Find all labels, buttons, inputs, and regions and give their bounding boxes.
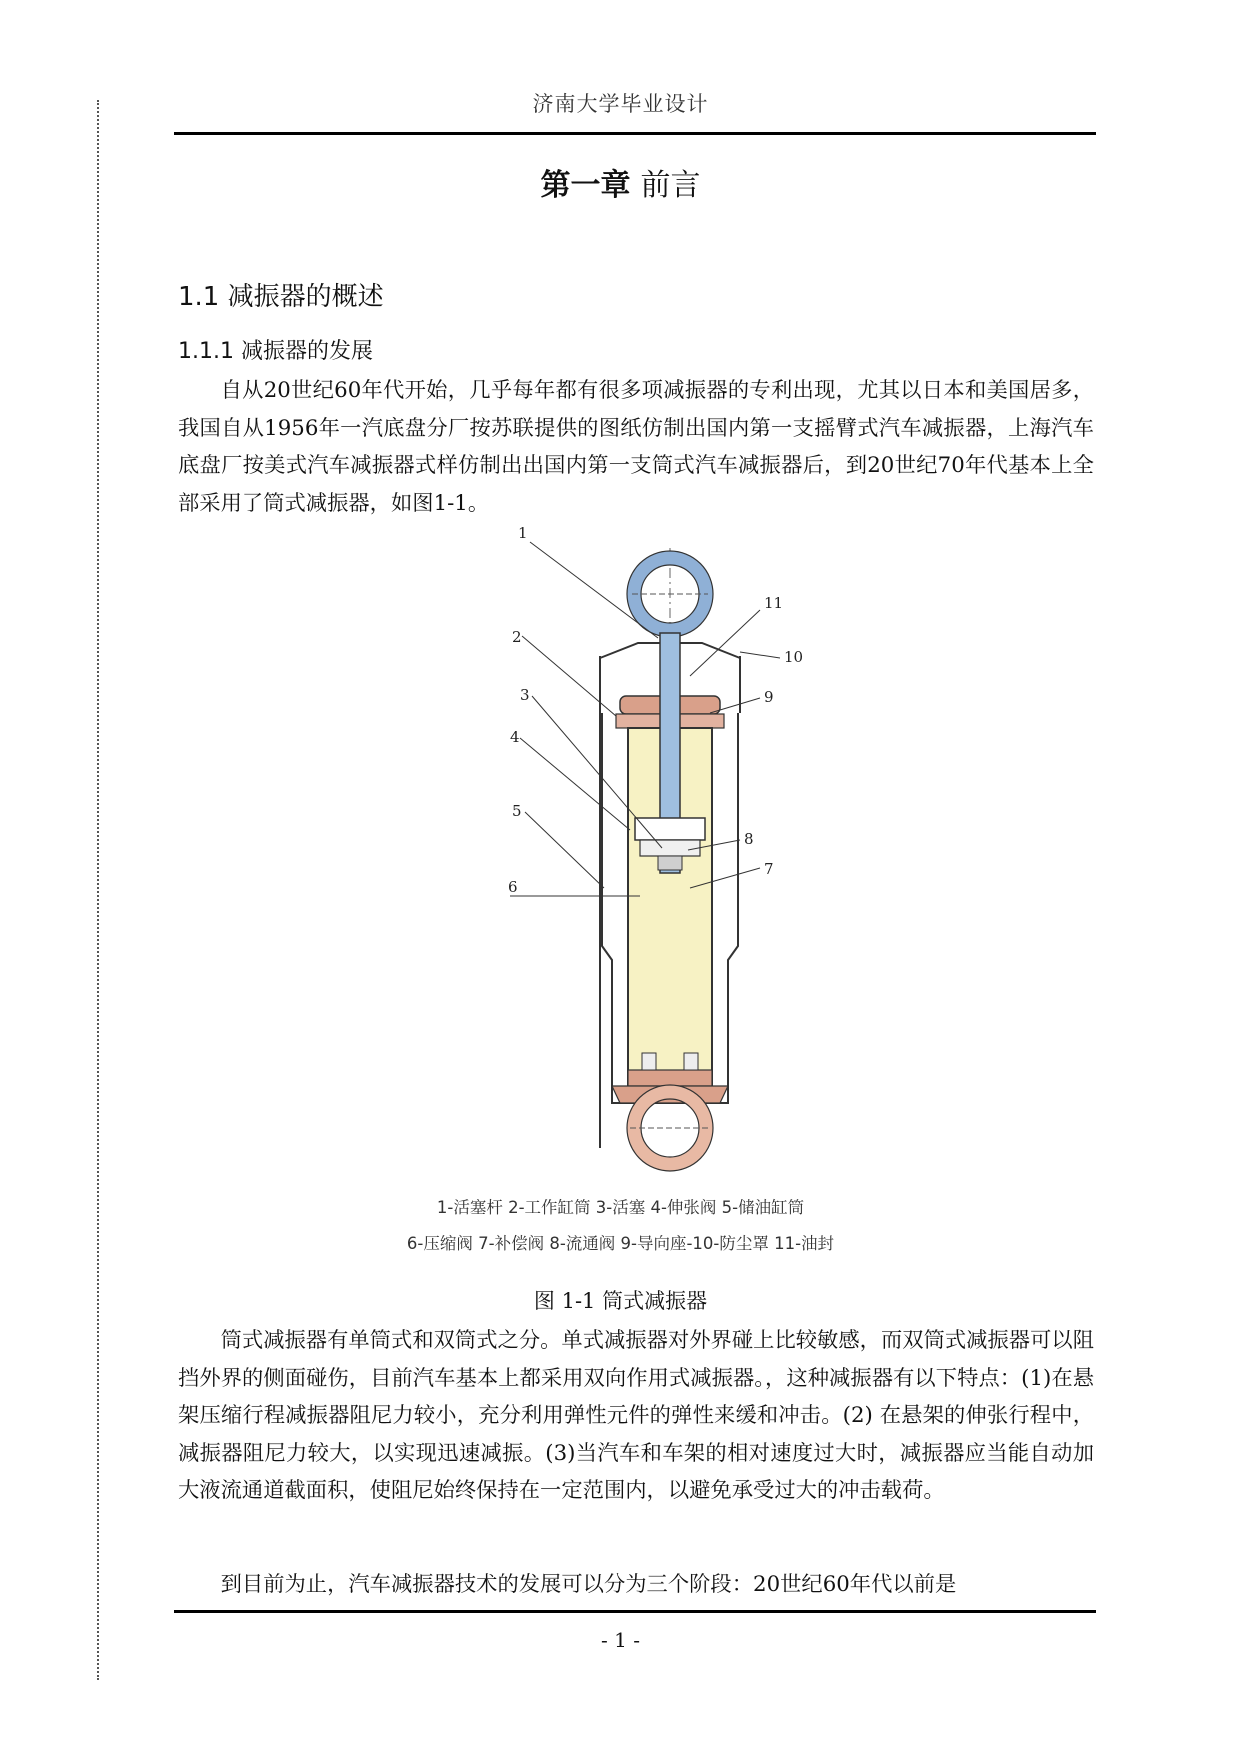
binding-dotted-line xyxy=(97,100,99,1680)
part-number: 7 xyxy=(764,860,774,878)
page-header: 济南大学毕业设计 xyxy=(532,92,709,116)
page-number: - 1 - xyxy=(601,1628,640,1652)
section-heading: 1.1 减振器的概述 xyxy=(178,282,384,312)
chapter-title xyxy=(0,160,1241,204)
shock-absorber-diagram xyxy=(508,524,804,1148)
paragraph-2: 筒式减振器有单筒式和双筒式之分。单式减振器对外界碰上比较敏感，而双筒式减振器可以阻挡外界的侧面碰伤，目前汽车基本上都采用双向作用式减振器。，这种减振器有以下特点：(1)在悬架压缩行程减振器阻尼力较小，充分利用弹性元件的弹性来缓和冲击。(2) 在悬架的伸张行程中，减振器阻尼力较大，以实现迅速减振。(3)当汽车和车架的相对速度过大时，减振器应当能自动加大液流通道截面积，使阻尼始终保持在一定范围内，以避免承受过大的冲击载荷。 xyxy=(178,1328,1094,1503)
part-number: 4 xyxy=(510,728,520,746)
part-number: 1 xyxy=(518,524,528,542)
part-number: 10 xyxy=(784,648,804,666)
paragraph-3: 到目前为止，汽车减振器技术的发展可以分为三个阶段：20世纪60年代以前是 xyxy=(220,1572,957,1597)
chapter-number: 第一章 xyxy=(540,168,631,203)
figure-caption: 图 1-1 筒式减振器 xyxy=(533,1289,708,1313)
header-rule xyxy=(174,132,1096,135)
part-number: 6 xyxy=(508,878,518,896)
footer-rule xyxy=(174,1610,1096,1613)
part-number: 9 xyxy=(764,688,774,706)
part-number: 8 xyxy=(744,830,754,848)
chapter-name: 前言 xyxy=(640,168,701,203)
paragraph-1: 自从20世纪60年代开始，几乎每年都有很多项减振器的专利出现，尤其以日本和美国居多，我国自从1956年一汽底盘分厂按苏联提供的图纸仿制出国内第一支摇臂式汽车减振器，上海汽车底盘厂按美式汽车减振器式样仿制出出国内第一支筒式汽车减振器后，到20世纪70年代基本上全部采用了筒式减振器，如图1-1。 xyxy=(178,378,1094,516)
subsection-heading: 1.1.1 减振器的发展 xyxy=(178,339,373,364)
part-number: 3 xyxy=(520,686,530,704)
figure-legend-line-1: 1-活塞杆 2-工作缸筒 3-活塞 4-伸张阀 5-储油缸筒 xyxy=(436,1198,805,1217)
part-number: 5 xyxy=(512,802,522,820)
figure-legend-line-2: 6-压缩阀 7-补偿阀 8-流通阀 9-导向座-10-防尘罩 11-油封 xyxy=(406,1234,835,1253)
part-number: 11 xyxy=(764,594,784,612)
part-number: 2 xyxy=(512,628,522,646)
bottom-valve xyxy=(628,1070,712,1086)
